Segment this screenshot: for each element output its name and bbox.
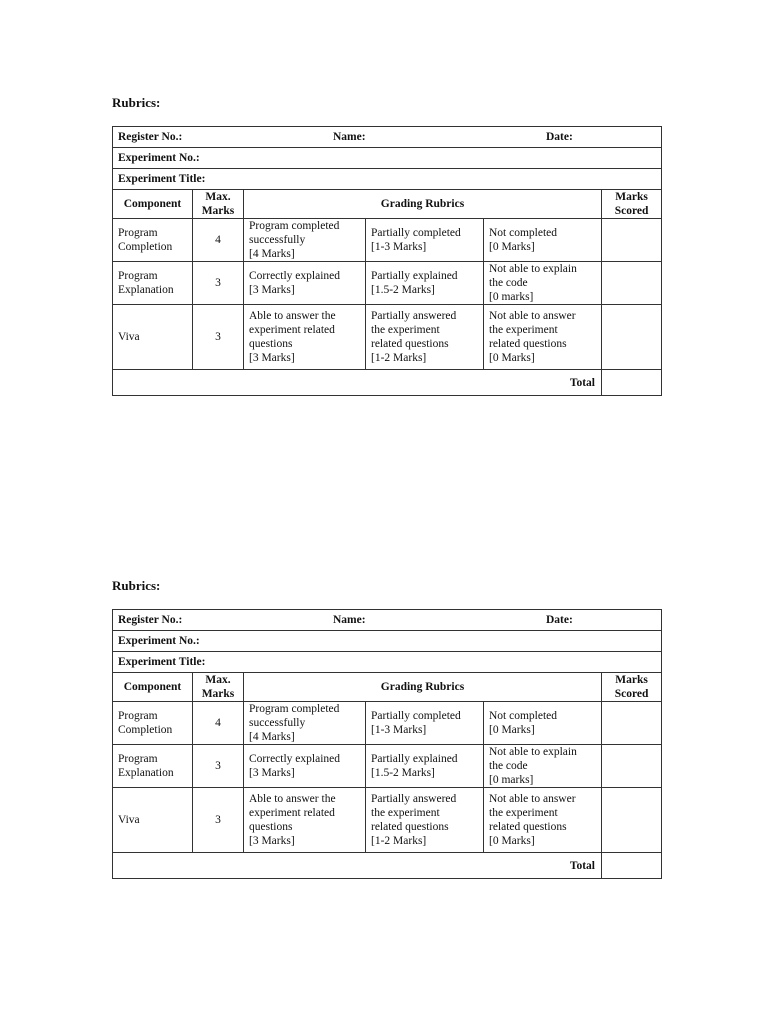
- marks-scored-cell[interactable]: [602, 745, 662, 788]
- text-line: Completion: [118, 724, 173, 736]
- text-line: [1-2 Marks]: [371, 835, 427, 847]
- text-line: Completion: [118, 241, 173, 253]
- text-line: Not able to explain: [489, 263, 577, 275]
- text-line: [1-3 Marks]: [371, 241, 427, 253]
- text-line: Not completed: [489, 710, 558, 722]
- text-line: Not completed: [489, 227, 558, 239]
- experiment-no-row: [113, 631, 662, 652]
- text-line: Explanation: [118, 767, 174, 779]
- text-line: questions: [249, 338, 293, 350]
- text-line: Explanation: [118, 284, 174, 296]
- grading-rubrics-header-text: Grading Rubrics: [380, 198, 465, 210]
- rubric-table: [112, 126, 662, 396]
- max-marks-value: 3: [215, 331, 221, 343]
- grading-level-cell: [484, 702, 602, 745]
- text-line: Viva: [118, 331, 140, 343]
- header-row: [113, 127, 662, 148]
- text-line: [3 Marks]: [249, 352, 295, 364]
- text-line: [3 Marks]: [249, 835, 295, 847]
- text-line: Able to answer the: [249, 793, 336, 805]
- rubric-sheet: [112, 95, 661, 396]
- text-line: [3 Marks]: [249, 767, 295, 779]
- register-no-label: Register No.:: [118, 614, 183, 626]
- text-line: Partially completed: [371, 710, 461, 722]
- marks-scored-header: [602, 673, 662, 702]
- name-label: Name:: [333, 131, 366, 143]
- total-value-cell[interactable]: [602, 853, 662, 879]
- grading-level-cell: [484, 305, 602, 370]
- component-cell: [113, 305, 193, 370]
- text-line: [0 Marks]: [489, 241, 535, 253]
- component-cell: [113, 262, 193, 305]
- register-name-date-cell[interactable]: [113, 610, 662, 631]
- experiment-no-label: Experiment No.:: [118, 152, 200, 164]
- text-line: [1.5-2 Marks]: [371, 767, 435, 779]
- text-line: questions: [249, 821, 293, 833]
- grading-level-cell: [244, 745, 366, 788]
- header-row: [113, 610, 662, 631]
- grading-level-cell: [366, 219, 484, 262]
- component-cell: [113, 788, 193, 853]
- total-label: Total: [569, 859, 595, 872]
- text-line: Not able to answer: [489, 793, 576, 805]
- name-label: Name:: [333, 614, 366, 626]
- rubric-table: [112, 609, 662, 879]
- grading-level-cell: [366, 262, 484, 305]
- text-line: [4 Marks]: [249, 731, 295, 743]
- rubric-row: [113, 305, 662, 370]
- experiment-title-label: Experiment Title:: [118, 656, 206, 668]
- experiment-title-row: [113, 169, 662, 190]
- grading-rubrics-header-text: Grading Rubrics: [380, 681, 465, 693]
- component-header: [113, 673, 193, 702]
- text-line: Partially explained: [371, 270, 458, 282]
- total-label-cell: [113, 370, 602, 396]
- grading-level-cell: [366, 305, 484, 370]
- text-line: experiment related: [249, 324, 335, 336]
- max-marks-cell: [193, 219, 244, 262]
- text-line: Marks: [201, 205, 235, 217]
- marks-scored-cell[interactable]: [602, 702, 662, 745]
- experiment-title-label: Experiment Title:: [118, 173, 206, 185]
- rubric-row: [113, 702, 662, 745]
- text-line: Able to answer the: [249, 310, 336, 322]
- text-line: [0 Marks]: [489, 724, 535, 736]
- text-line: the experiment: [371, 324, 440, 336]
- text-line: related questions: [489, 338, 567, 350]
- grading-level-cell: [366, 788, 484, 853]
- text-line: [1.5-2 Marks]: [371, 284, 435, 296]
- text-line: [0 marks]: [489, 291, 534, 303]
- rubric-row: [113, 262, 662, 305]
- grading-level-cell: [484, 262, 602, 305]
- total-value-cell[interactable]: [602, 370, 662, 396]
- experiment-no-label: Experiment No.:: [118, 635, 200, 647]
- text-line: Program: [118, 753, 158, 765]
- experiment-no-row: [113, 148, 662, 169]
- grading-rubrics-header: [244, 673, 602, 702]
- text-line: Partially completed: [371, 227, 461, 239]
- grading-level-cell: [244, 788, 366, 853]
- marks-scored-cell[interactable]: [602, 788, 662, 853]
- component-header-text: Component: [123, 681, 182, 693]
- text-line: Marks: [201, 688, 235, 700]
- max-marks-cell: [193, 745, 244, 788]
- text-line: the experiment: [489, 324, 558, 336]
- marks-scored-header: [602, 190, 662, 219]
- max-marks-cell: [193, 702, 244, 745]
- text-line: Max.: [205, 674, 231, 686]
- text-line: the code: [489, 760, 528, 772]
- max-marks-value: 3: [215, 760, 221, 772]
- text-line: Scored: [614, 688, 649, 700]
- text-line: successfully: [249, 717, 306, 729]
- text-line: Scored: [614, 205, 649, 217]
- text-line: Program completed: [249, 703, 340, 715]
- max-marks-header: [193, 190, 244, 219]
- text-line: the experiment: [371, 807, 440, 819]
- column-header-row: [113, 190, 662, 219]
- max-marks-value: 4: [215, 234, 221, 246]
- date-label: Date:: [546, 131, 573, 143]
- grading-level-cell: [244, 262, 366, 305]
- grading-level-cell: [366, 745, 484, 788]
- text-line: successfully: [249, 234, 306, 246]
- register-name-date-cell[interactable]: [113, 127, 662, 148]
- text-line: Program completed: [249, 220, 340, 232]
- text-line: Viva: [118, 814, 140, 826]
- rubric-row: [113, 788, 662, 853]
- max-marks-cell: [193, 305, 244, 370]
- text-line: Program: [118, 270, 158, 282]
- text-line: Program: [118, 710, 158, 722]
- text-line: [1-2 Marks]: [371, 352, 427, 364]
- rubric-sheet: [112, 578, 661, 879]
- rubrics-heading: Rubrics:: [112, 578, 161, 593]
- register-no-label: Register No.:: [118, 131, 183, 143]
- experiment-title-cell[interactable]: [113, 652, 662, 673]
- grading-level-cell: [244, 219, 366, 262]
- experiment-title-cell[interactable]: [113, 169, 662, 190]
- text-line: Marks: [615, 191, 648, 203]
- text-line: Not able to answer: [489, 310, 576, 322]
- text-line: Marks: [615, 674, 648, 686]
- grading-level-cell: [484, 788, 602, 853]
- text-line: [3 Marks]: [249, 284, 295, 296]
- text-line: Partially answered: [371, 793, 457, 805]
- text-line: related questions: [371, 338, 449, 350]
- text-line: Program: [118, 227, 158, 239]
- total-label-cell: [113, 853, 602, 879]
- rubric-row: [113, 219, 662, 262]
- column-header-row: [113, 673, 662, 702]
- grading-level-cell: [366, 702, 484, 745]
- experiment-no-cell[interactable]: [113, 148, 662, 169]
- grading-level-cell: [244, 702, 366, 745]
- max-marks-cell: [193, 788, 244, 853]
- text-line: [0 Marks]: [489, 835, 535, 847]
- max-marks-value: 4: [215, 717, 221, 729]
- marks-scored-cell[interactable]: [602, 262, 662, 305]
- rubric-row: [113, 745, 662, 788]
- grading-level-cell: [484, 219, 602, 262]
- max-marks-header: [193, 673, 244, 702]
- text-line: [1-3 Marks]: [371, 724, 427, 736]
- total-row: [113, 853, 662, 879]
- grading-rubrics-header: [244, 190, 602, 219]
- total-row: [113, 370, 662, 396]
- grading-level-cell: [484, 745, 602, 788]
- text-line: Partially explained: [371, 753, 458, 765]
- text-line: [4 Marks]: [249, 248, 295, 260]
- component-header: [113, 190, 193, 219]
- text-line: the code: [489, 277, 528, 289]
- max-marks-cell: [193, 262, 244, 305]
- grading-level-cell: [244, 305, 366, 370]
- total-label: Total: [569, 376, 595, 389]
- max-marks-value: 3: [215, 277, 221, 289]
- date-label: Date:: [546, 614, 573, 626]
- component-header-text: Component: [123, 198, 182, 210]
- text-line: Correctly explained: [249, 753, 341, 765]
- marks-scored-cell[interactable]: [602, 305, 662, 370]
- text-line: Correctly explained: [249, 270, 341, 282]
- component-cell: [113, 745, 193, 788]
- text-line: Partially answered: [371, 310, 457, 322]
- text-line: Max.: [205, 191, 231, 203]
- max-marks-value: 3: [215, 814, 221, 826]
- component-cell: [113, 702, 193, 745]
- text-line: experiment related: [249, 807, 335, 819]
- component-cell: [113, 219, 193, 262]
- text-line: [0 marks]: [489, 774, 534, 786]
- text-line: [0 Marks]: [489, 352, 535, 364]
- experiment-no-cell[interactable]: [113, 631, 662, 652]
- text-line: the experiment: [489, 807, 558, 819]
- experiment-title-row: [113, 652, 662, 673]
- marks-scored-cell[interactable]: [602, 219, 662, 262]
- rubrics-heading: Rubrics:: [112, 95, 161, 110]
- text-line: related questions: [489, 821, 567, 833]
- text-line: Not able to explain: [489, 746, 577, 758]
- text-line: related questions: [371, 821, 449, 833]
